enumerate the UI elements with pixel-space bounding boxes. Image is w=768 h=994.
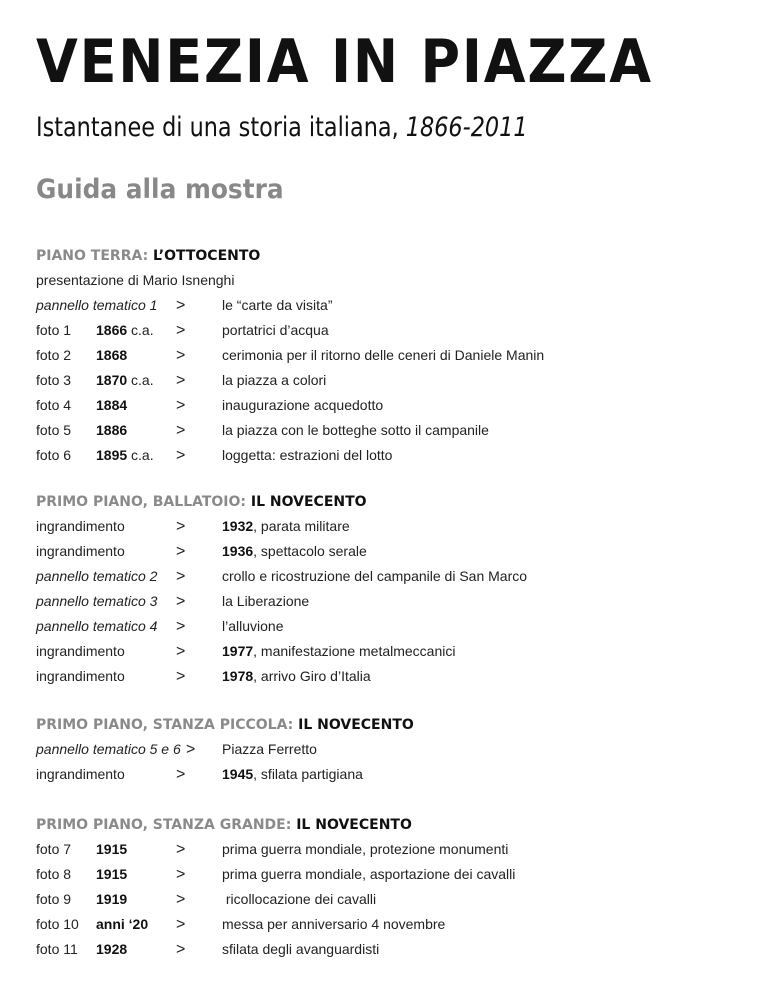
guide-row (36, 539, 736, 564)
row-arrow: > (176, 543, 186, 560)
guide-row (36, 664, 736, 689)
row-description-text: , arrivo Giro d’Italia (253, 668, 371, 684)
row-description: Piazza Ferretto (222, 741, 317, 757)
guide-heading: Guida alla mostra (36, 174, 284, 205)
row-year: 1919 (96, 891, 128, 907)
guide-row (36, 912, 736, 937)
row-year-suffix: c.a. (127, 322, 154, 338)
row-label: ingrandimento (36, 643, 125, 659)
row-label: foto 2 (36, 347, 72, 363)
row-year: 1886 (96, 422, 128, 438)
section-period: IL NOVECENTO (296, 817, 412, 833)
row-arrow: > (176, 766, 186, 783)
row-description: crollo e ricostruzione del campanile di San Marco (222, 568, 528, 584)
row-description: messa per anniversario 4 novembre (222, 916, 446, 932)
guide-row (36, 837, 736, 862)
section-period: IL NOVECENTO (250, 494, 367, 510)
row-description: la Liberazione (222, 593, 310, 609)
guide-row (36, 393, 736, 418)
section-floor: PRIMO PIANO, STANZA PICCOLA: (36, 717, 294, 733)
row-arrow: > (176, 891, 186, 908)
row-label: pannello tematico 3 (36, 593, 158, 609)
row-description: prima guerra mondiale, protezione monumenti (222, 841, 509, 857)
row-label: pannello tematico 5 e 6 (36, 741, 181, 757)
guide-row (36, 614, 736, 639)
row-label: pannello tematico 4 (36, 618, 158, 634)
row-arrow: > (176, 668, 186, 685)
subtitle-years: 1866-2011 (405, 112, 528, 143)
row-arrow: > (176, 397, 186, 414)
row-arrow: > (176, 347, 186, 364)
row-description: sfilata degli avanguardisti (222, 941, 380, 957)
section-piano-terra (36, 244, 736, 468)
row-label: ingrandimento (36, 668, 125, 684)
row-year: 1945 (222, 766, 254, 782)
row-label: foto 1 (36, 322, 72, 338)
row-arrow: > (176, 518, 186, 535)
guide-row (36, 293, 736, 318)
row-label: ingrandimento (36, 543, 125, 559)
row-year: 1895 (96, 447, 128, 463)
section-stanza-grande (36, 813, 736, 962)
row-description-text: , sfilata partigiana (253, 766, 363, 782)
row-description (222, 514, 350, 539)
guide-row (36, 514, 736, 539)
row-arrow: > (186, 741, 196, 758)
row-year: 1866 (96, 322, 128, 338)
section-period: IL NOVECENTO (298, 717, 414, 733)
row-description: le “carte da visita” (222, 297, 333, 313)
row-arrow: > (176, 618, 186, 635)
row-year: 1870 (96, 372, 128, 388)
row-description (222, 762, 363, 787)
row-date (96, 318, 154, 343)
guide-row (36, 564, 736, 589)
guide-row (36, 639, 736, 664)
row-description: l’alluvione (222, 618, 284, 634)
row-description (222, 539, 367, 564)
row-year-suffix: c.a. (127, 372, 154, 388)
row-year: 1868 (96, 347, 128, 363)
row-arrow: > (176, 643, 186, 660)
row-description (222, 639, 455, 664)
section-heading (36, 244, 736, 268)
section-heading (36, 713, 736, 737)
exhibition-title: VENEZIA IN PIAZZA (36, 27, 653, 97)
row-year: 1936 (222, 543, 254, 559)
row-label: foto 9 (36, 891, 72, 907)
row-label: foto 4 (36, 397, 72, 413)
row-description-text: , parata militare (253, 518, 350, 534)
row-year-suffix: c.a. (127, 447, 154, 463)
row-label: ingrandimento (36, 766, 125, 782)
guide-row (36, 343, 736, 368)
row-description (222, 664, 371, 689)
row-arrow: > (176, 866, 186, 883)
row-arrow: > (176, 322, 186, 339)
section-period: L’OTTOCENTO (153, 248, 261, 264)
row-arrow: > (176, 297, 186, 314)
row-year: 1932 (222, 518, 254, 534)
row-label: ingrandimento (36, 518, 125, 534)
row-description: cerimonia per il ritorno delle ceneri di Daniele Manin (222, 347, 545, 363)
guide-row (36, 443, 736, 468)
row-label: pannello tematico 2 (36, 568, 158, 584)
row-year: 1977 (222, 643, 254, 659)
section-floor: PIANO TERRA: (36, 248, 149, 264)
row-date (96, 443, 154, 468)
guide-row (36, 418, 736, 443)
row-arrow: > (176, 941, 186, 958)
row-arrow: > (176, 841, 186, 858)
row-label: foto 5 (36, 422, 72, 438)
guide-row (36, 762, 736, 787)
row-label: pannello tematico 1 (36, 297, 158, 313)
section-stanza-piccola (36, 713, 736, 787)
row-arrow: > (176, 916, 186, 933)
guide-row (36, 318, 736, 343)
section-intro: presentazione di Mario Isnenghi (36, 272, 235, 288)
row-description: portatrici d’acqua (222, 322, 329, 338)
row-label: foto 11 (36, 941, 78, 957)
row-arrow: > (176, 447, 186, 464)
row-description: la piazza con le botteghe sotto il campanile (222, 422, 489, 438)
section-floor: PRIMO PIANO, STANZA GRANDE: (36, 817, 292, 833)
row-description: inaugurazione acquedotto (222, 397, 384, 413)
row-arrow: > (176, 568, 186, 585)
section-floor: PRIMO PIANO, BALLATOIO: (36, 494, 247, 510)
row-description: loggetta: estrazioni del lotto (222, 447, 393, 463)
guide-row (36, 589, 736, 614)
row-year: 1915 (96, 841, 128, 857)
guide-row (36, 887, 736, 912)
row-description-text: , spettacolo serale (253, 543, 367, 559)
row-description: ricollocazione dei cavalli (222, 891, 377, 907)
row-arrow: > (176, 422, 186, 439)
row-label: foto 7 (36, 841, 72, 857)
row-year: 1978 (222, 668, 254, 684)
guide-row (36, 737, 736, 762)
row-label: foto 6 (36, 447, 72, 463)
row-description-text: , manifestazione metalmeccanici (253, 643, 456, 659)
row-description: la piazza a colori (222, 372, 327, 388)
row-arrow: > (176, 372, 186, 389)
row-date (96, 368, 154, 393)
section-heading (36, 490, 736, 514)
subtitle-text: Istantanee di una storia italiana, (36, 112, 406, 143)
row-year: 1884 (96, 397, 128, 413)
row-year: anni ‘20 (96, 916, 149, 932)
row-description: prima guerra mondiale, asportazione dei cavalli (222, 866, 516, 882)
guide-row (36, 937, 736, 962)
row-label: foto 10 (36, 916, 79, 932)
section-ballatoio (36, 490, 736, 689)
row-year: 1915 (96, 866, 128, 882)
exhibition-subtitle (36, 110, 528, 146)
section-heading (36, 813, 736, 837)
row-label: foto 8 (36, 866, 72, 882)
guide-row (36, 368, 736, 393)
row-year: 1928 (96, 941, 128, 957)
guide-row (36, 862, 736, 887)
row-label: foto 3 (36, 372, 72, 388)
row-arrow: > (176, 593, 186, 610)
